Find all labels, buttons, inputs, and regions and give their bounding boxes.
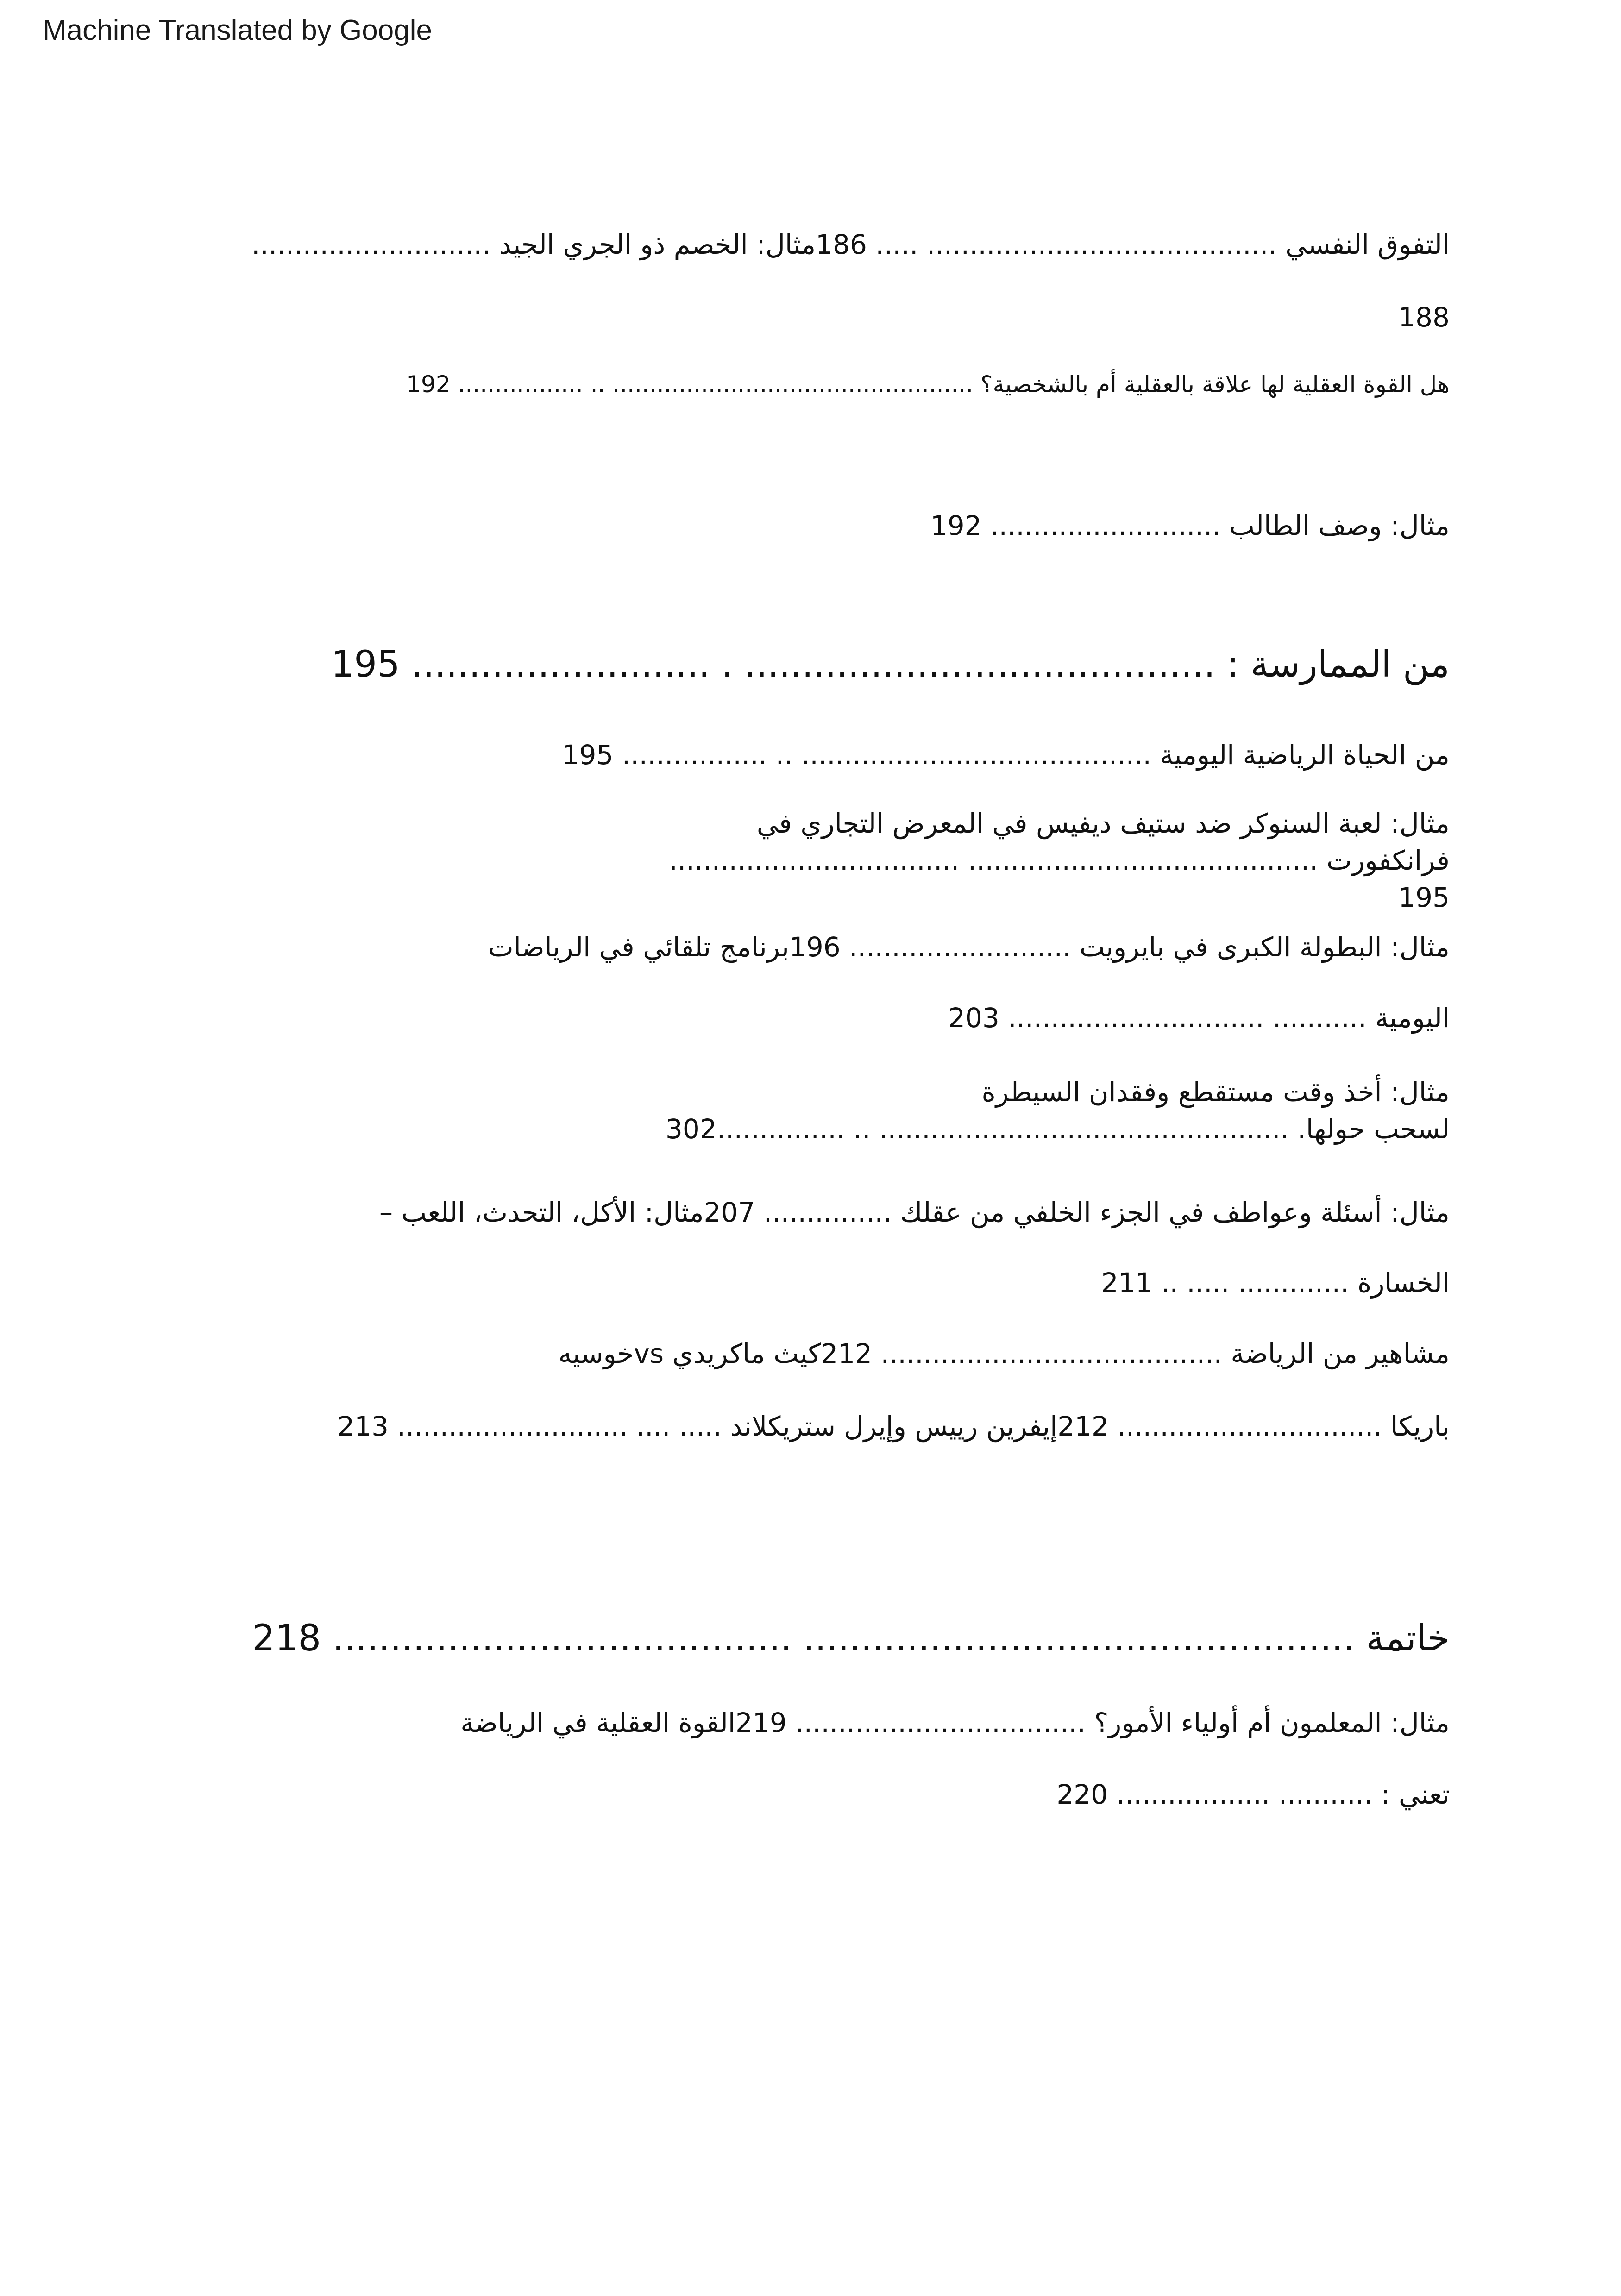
toc-entry-line: مثال: أخذ وقت مستقطع وفقدان السيطرة: [981, 1076, 1450, 1108]
toc-entry: باريكا ............................... 212إيفرين رييس وإيرل ستريكلاند ..... .... ........................... 213: [337, 1411, 1450, 1442]
toc-entry: هل القوة العقلية لها علاقة بالعقلية أم بالشخصية؟ ................................................. .. ................. 192: [406, 371, 1450, 398]
toc-entry: مثال: أسئلة وعواطف في الجزء الخلفي من عقلك ............... 207مثال: الأكل، التحدث، اللعب –: [379, 1197, 1450, 1228]
toc-entry: الخسارة ............. ..... .. 211: [1101, 1267, 1450, 1299]
toc-entry: مشاهير من الرياضة ........................................ 212كيث ماكريدي vsخوسيه: [558, 1338, 1450, 1369]
toc-entry: مثال: وصف الطالب ........................... 192: [930, 510, 1450, 541]
machine-translation-banner: Machine Translated by Google: [43, 14, 432, 46]
toc-entry: تعني : ........... .................. 220: [1056, 1779, 1450, 1810]
toc-entry: 188: [1398, 301, 1450, 333]
toc-entry: من الحياة الرياضية اليومية ......................................... .. ................. 195: [562, 739, 1450, 771]
toc-entry: مثال: البطولة الكبرى في بايرويت .......................... 196برنامج تلقائي في الرياضات: [488, 931, 1450, 963]
toc-entry-line: مثال: لعبة السنوكر ضد ستيف ديفيس في المعرض التجاري في: [756, 808, 1450, 839]
toc-entry: [662, 805, 1450, 916]
toc-entry-line: لسحب حولها. ................................................ .. ...............302: [666, 1113, 1450, 1145]
toc-entry: [570, 1073, 1450, 1148]
toc-entry: اليومية ........... .............................. 203: [948, 1002, 1450, 1034]
toc-section-heading: خاتمة ................................................ ........................................ 218: [252, 1618, 1450, 1659]
toc-section-heading: من الممارسة : ......................................... . .......................... 195: [331, 644, 1450, 685]
toc-entry-line: فرانكفورت ......................................... .................................. 195: [669, 845, 1450, 913]
toc-entry: مثال: المعلمون أم أولياء الأمور؟ .................................. 219القوة العقلية في الرياضة: [460, 1707, 1450, 1738]
toc-entry: التفوق النفسي ......................................... ..... 186مثال: الخصم ذو الجري الجيد ............................: [251, 229, 1450, 260]
